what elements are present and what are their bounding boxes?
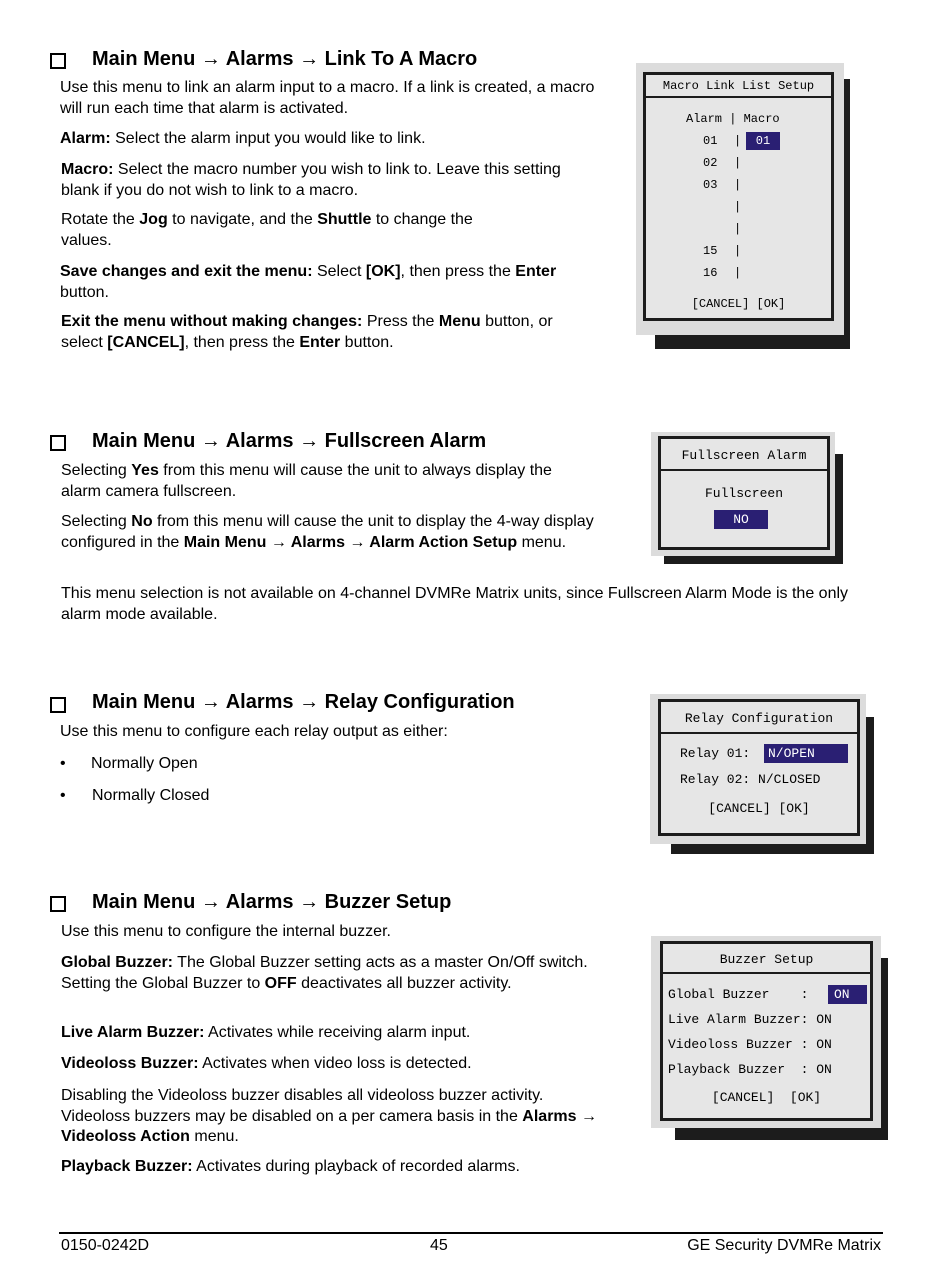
- osd-panel: [658, 699, 860, 836]
- osd-row-sep: |: [734, 200, 742, 214]
- footer-rule: [59, 1232, 883, 1234]
- paragraph-note: This menu selection is not available on 4-channel DVMRe Matrix units, since Fullscreen Alarm Mode is the only alarm mode available.: [61, 585, 849, 623]
- osd-relay-configuration: [650, 694, 874, 854]
- paragraph-macro: Macro: Select the macro number you wish to link to. Leave this setting blank if you do not wish to link to a macro.: [61, 161, 561, 199]
- checkbox-icon: [50, 896, 66, 912]
- osd-buttons[interactable]: [CANCEL] [OK]: [711, 1090, 822, 1105]
- osd-live-alarm-row: Live Alarm Buzzer: ON: [668, 1012, 832, 1027]
- paragraph-yes: Selecting Yes from this menu will cause the unit to always display the alarm camera fullscreen.: [61, 462, 552, 500]
- osd-row-alarm: 01: [703, 134, 718, 148]
- osd-playback-row: Playback Buzzer : ON: [668, 1062, 832, 1077]
- osd-buzzer-setup: [651, 936, 888, 1140]
- paragraph-no: Selecting No from this menu will cause the unit to display the 4-way display configured in the Main Menu → Alarms → Alarm Action Setup menu.: [61, 513, 594, 551]
- osd-row-alarm: 16: [703, 266, 718, 280]
- footer-doc-number: 0150-0242D: [61, 1237, 150, 1254]
- osd-macro-selected[interactable]: 01: [746, 132, 780, 150]
- paragraph-exit: Exit the menu without making changes: Press the Menu button, or select [CANCEL], then press the Enter button.: [61, 313, 553, 351]
- section-heading-buzzer-setup: Main Menu → Alarms → Buzzer Setup: [92, 891, 452, 913]
- section-heading-relay-configuration: Main Menu → Alarms → Relay Configuration: [92, 691, 515, 713]
- paragraph-live-alarm-buzzer: Live Alarm Buzzer: Activates while receiving alarm input.: [61, 1024, 471, 1041]
- bullet-icon: •: [60, 787, 66, 804]
- osd-fullscreen-value[interactable]: NO: [714, 510, 768, 529]
- paragraph-relay-intro: Use this menu to configure each relay output as either:: [60, 723, 448, 740]
- paragraph-videoloss-buzzer: Videoloss Buzzer: Activates when video loss is detected.: [61, 1055, 472, 1072]
- section-heading-link-to-macro: Main Menu → Alarms → Link To A Macro: [92, 48, 478, 70]
- paragraph-intro: Use this menu to link an alarm input to a macro. If a link is created, a macro will run each time that alarm is activated.: [60, 79, 595, 117]
- osd-title-divider: [663, 972, 870, 974]
- osd-panel: [660, 941, 873, 1121]
- paragraph-save: Save changes and exit the menu: Select [OK], then press the Enter button.: [60, 263, 557, 301]
- osd-buttons[interactable]: [CANCEL] [OK]: [708, 801, 810, 816]
- osd-title: Fullscreen Alarm: [681, 448, 807, 463]
- osd-relay1-value[interactable]: N/OPEN: [764, 744, 848, 763]
- checkbox-icon: [50, 697, 66, 713]
- footer-page-number: 45: [430, 1237, 448, 1254]
- osd-row-alarm: 02: [703, 156, 718, 170]
- osd-label: Fullscreen: [704, 486, 783, 501]
- osd-panel: [658, 436, 830, 550]
- section-heading-fullscreen-alarm: Main Menu → Alarms → Fullscreen Alarm: [92, 430, 487, 452]
- osd-macro-link-list: [636, 63, 851, 349]
- osd-fullscreen-alarm: [651, 432, 843, 566]
- checkbox-icon: [50, 53, 66, 69]
- osd-panel: [643, 72, 834, 321]
- osd-row-sep: |: [734, 156, 742, 170]
- osd-row-sep: |: [734, 244, 742, 258]
- osd-row-sep: |: [734, 222, 742, 236]
- bullet-icon: •: [60, 755, 66, 772]
- paragraph-global-buzzer: Global Buzzer: The Global Buzzer setting acts as a master On/Off switch. Setting the Global Buzzer to OFF deactivates all buzzer activity.: [61, 954, 588, 992]
- osd-title: Relay Configuration: [684, 711, 834, 726]
- osd-title: Buzzer Setup: [719, 952, 814, 967]
- footer-product: GE Security DVMRe Matrix: [687, 1237, 881, 1254]
- osd-title-divider: [661, 732, 857, 734]
- osd-title-divider: [661, 469, 827, 471]
- osd-row-alarm: 03: [703, 178, 718, 192]
- list-item-normally-closed: Normally Closed: [92, 787, 210, 804]
- osd-row-sep: |: [734, 266, 742, 280]
- paragraph-rotate: Rotate the Jog to navigate, and the Shuttle to change the values.: [61, 211, 473, 249]
- paragraph-disabling: Disabling the Videoloss buzzer disables all videoloss buzzer activity. Videoloss buzzers may be disabled on a per camera basis in the Alarms → Videoloss Action menu.: [61, 1087, 597, 1145]
- osd-buttons[interactable]: [CANCEL] [OK]: [691, 297, 786, 311]
- osd-title: Macro Link List Setup: [662, 79, 815, 93]
- osd-global-buzzer-label: Global Buzzer :: [668, 987, 809, 1002]
- osd-column-header: Alarm | Macro: [686, 112, 780, 126]
- paragraph-alarm: Alarm: Select the alarm input you would like to link.: [60, 130, 426, 147]
- checkbox-icon: [50, 435, 66, 451]
- osd-videoloss-row: Videoloss Buzzer : ON: [668, 1037, 832, 1052]
- paragraph-playback-buzzer: Playback Buzzer: Activates during playback of recorded alarms.: [61, 1158, 520, 1175]
- osd-relay2-row: Relay 02: N/CLOSED: [680, 772, 821, 787]
- paragraph-buzzer-intro: Use this menu to configure the internal buzzer.: [61, 923, 391, 940]
- osd-relay1-label: Relay 01:: [680, 746, 751, 761]
- list-item-normally-open: Normally Open: [91, 755, 198, 772]
- osd-row-sep: |: [734, 178, 742, 192]
- osd-row-sep: |: [734, 134, 742, 148]
- osd-title-divider: [646, 96, 831, 98]
- osd-row-alarm: 15: [703, 244, 718, 258]
- osd-global-buzzer-value[interactable]: ON: [828, 985, 867, 1004]
